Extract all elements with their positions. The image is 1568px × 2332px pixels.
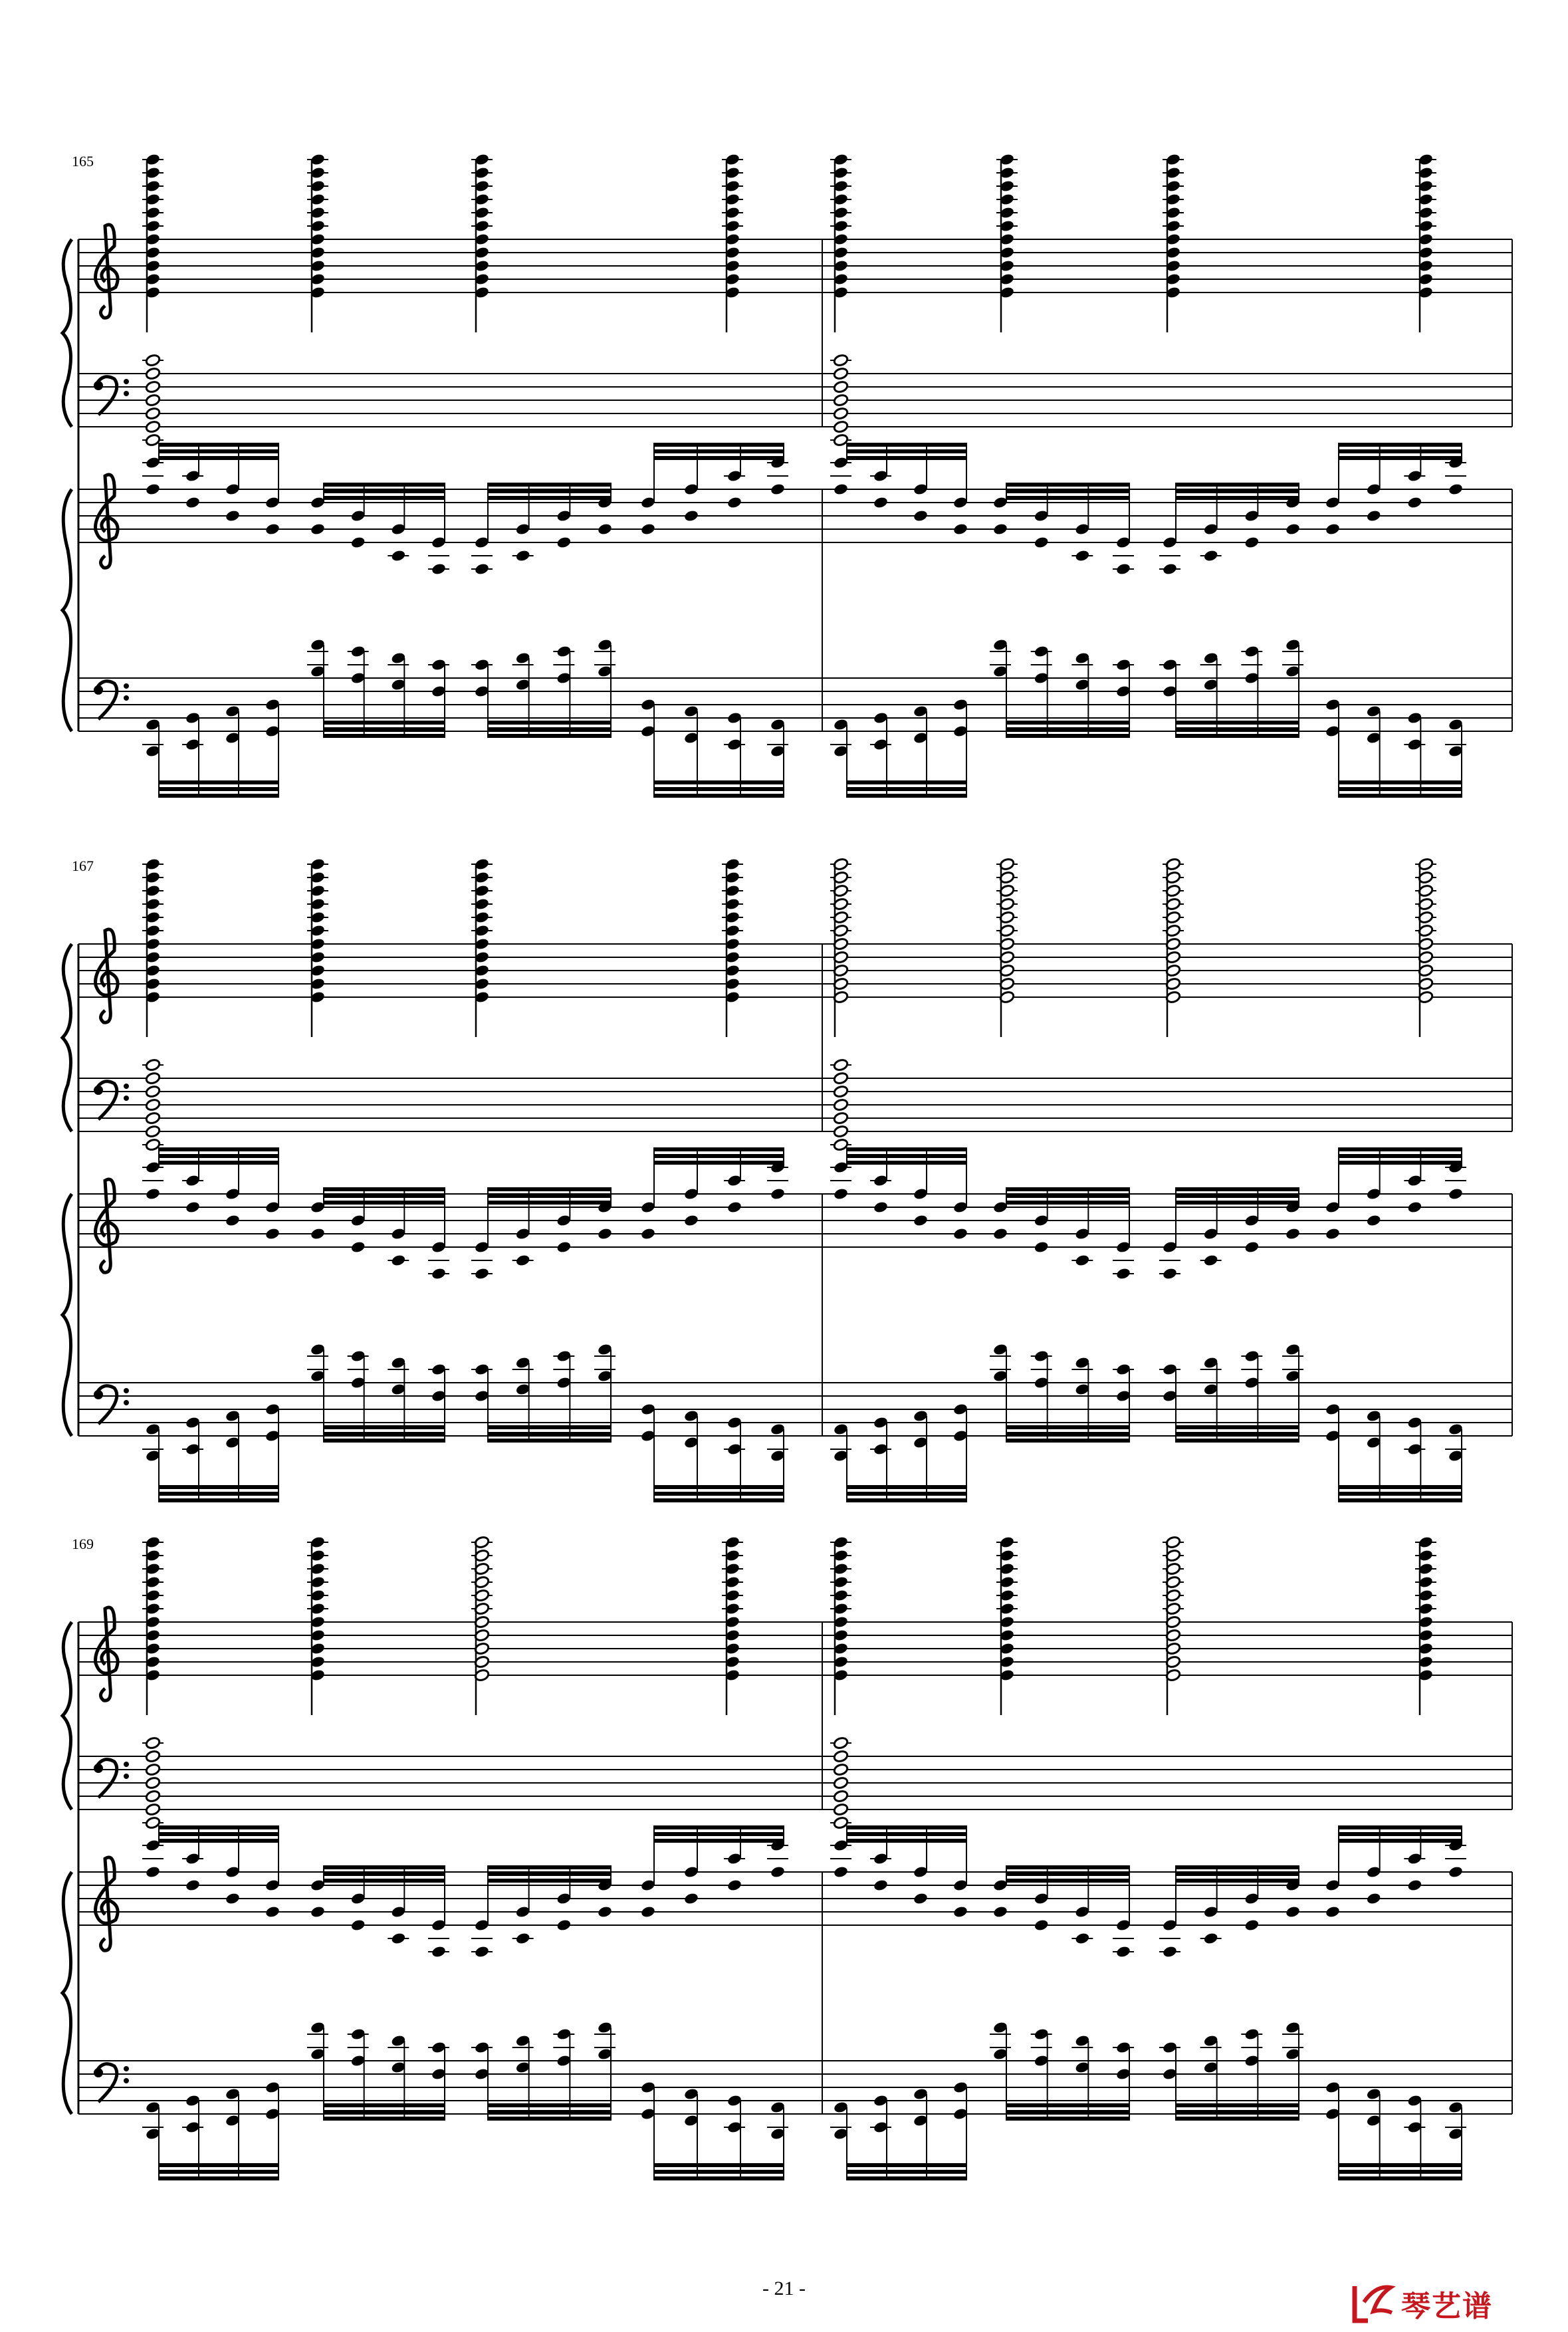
measure-number: 165 [72,153,94,170]
brace-icon [62,489,72,731]
bass-clef-icon [94,2064,129,2102]
measure-number: 169 [72,1536,94,1552]
system-2 [62,858,1512,1502]
site-logo [1349,2280,1493,2327]
brace-icon [62,1622,72,1809]
logo-text: 琴艺谱 [1401,2289,1493,2323]
system-1 [62,153,1512,798]
brace-icon [62,1872,72,2114]
bass-clef-icon [94,1760,129,1798]
bass-clef-icon [94,1082,129,1119]
bass-clef-icon [94,681,129,719]
brace-icon [62,944,72,1131]
bass-clef-icon [94,1386,129,1424]
logo-icon [1349,2282,1396,2325]
page-number: - 21 - [762,2277,806,2299]
system-3 [62,1536,1512,2180]
brace-icon [62,1194,72,1436]
measure-number: 167 [72,858,94,874]
brace-icon [62,239,72,427]
bass-clef-icon [94,377,129,415]
